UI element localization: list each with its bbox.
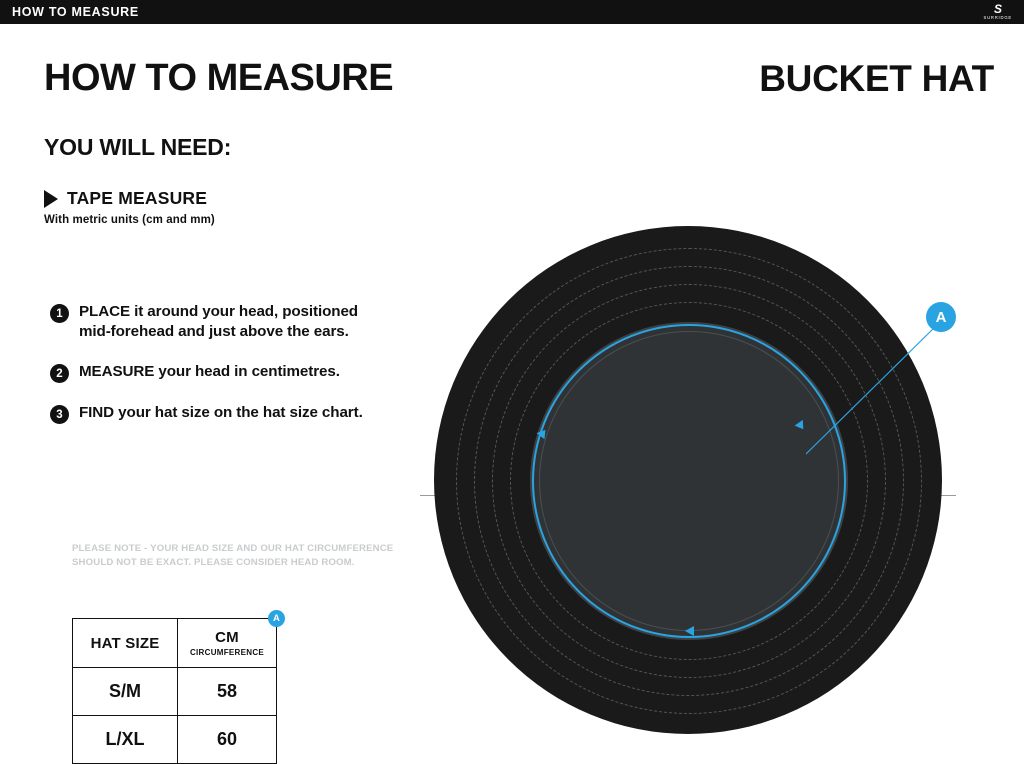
page-title: HOW TO MEASURE: [44, 57, 394, 99]
measure-arrow-bottom-icon: [685, 626, 694, 636]
triangle-play-icon: [44, 190, 58, 208]
table-header-row: [73, 619, 277, 668]
disclaimer-note: PLEASE NOTE - YOUR HEAD SIZE AND OUR HAT CIRCUMFERENCE SHOULD NOT BE EXACT. PLEASE CONSIDER HEAD ROOM.: [72, 543, 394, 568]
column-header-hat-size: HAT SIZE: [73, 619, 178, 668]
you-will-need-heading: YOU WILL NEED:: [44, 134, 232, 160]
product-title: BUCKET HAT: [759, 58, 994, 99]
hat-size-table: [72, 613, 281, 764]
step-number: 1: [50, 304, 69, 323]
tool-sublabel: With metric units (cm and mm): [44, 214, 215, 226]
column-header-cm: [178, 613, 281, 668]
brand-name: SURRIDGE: [983, 15, 1012, 21]
tool-label: TAPE MEASURE: [67, 188, 208, 208]
step-keyword: MEASURE: [79, 363, 155, 381]
cell-hat-size: S/M: [73, 668, 178, 716]
step-number: 2: [50, 364, 69, 383]
column-header-cm-label: CM: [215, 628, 239, 646]
step-text: [79, 362, 340, 383]
step-text: [79, 302, 380, 342]
list-item: [50, 302, 380, 342]
table-row: [73, 668, 277, 716]
list-item: [50, 403, 380, 424]
status-badge: A: [268, 610, 285, 627]
cell-hat-size: L/XL: [73, 716, 178, 764]
callout-leader-line: [806, 320, 948, 456]
column-header-cm-sublabel: CIRCUMFERENCE: [189, 647, 265, 657]
cell-cm: 58: [178, 668, 277, 716]
step-text: [79, 403, 363, 424]
top-bar: [0, 0, 1024, 24]
brand-mark: S: [993, 2, 1002, 17]
step-number: 3: [50, 405, 69, 424]
step-body: your head in centimetres.: [154, 363, 340, 381]
circumference-measure-line: [532, 324, 846, 638]
top-bar-title: HOW TO MEASURE: [12, 5, 139, 19]
tool-item: [44, 188, 374, 226]
bucket-hat-diagram: [408, 222, 968, 762]
table-row: [73, 716, 277, 764]
callout-badge-a: A: [926, 302, 956, 332]
step-body: your hat size on the hat size chart.: [114, 404, 363, 422]
steps-list: [50, 302, 380, 444]
cell-cm: 60: [178, 716, 277, 764]
step-body: it around your head, positioned mid-forehead and just above the ears.: [79, 303, 358, 341]
step-keyword: FIND: [79, 404, 115, 422]
list-item: [50, 362, 380, 383]
brand-logo: [983, 3, 1024, 20]
step-keyword: PLACE: [79, 303, 130, 320]
